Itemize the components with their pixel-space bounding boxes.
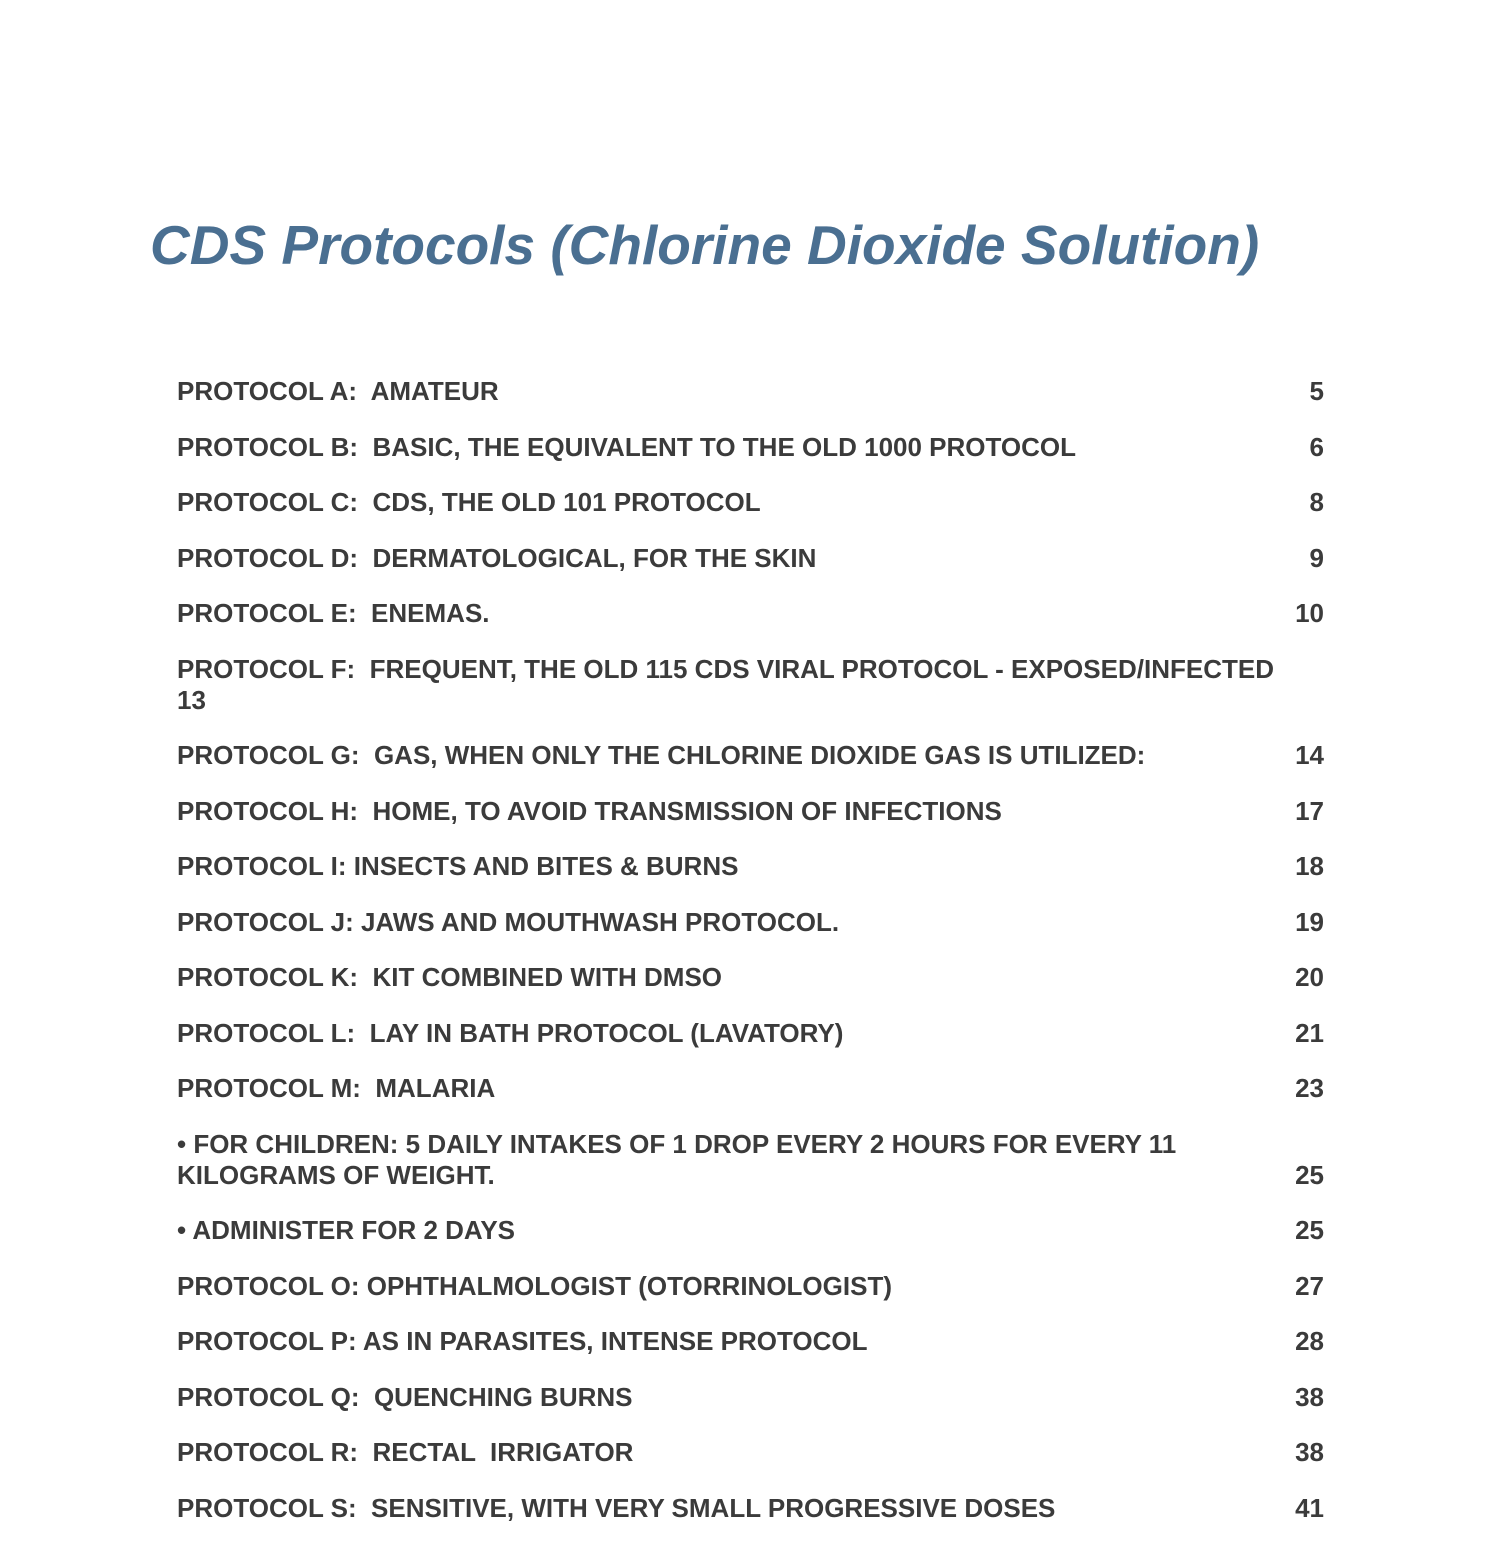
toc-entry-page-number: 21 (1295, 1017, 1324, 1048)
toc-entry-text: PROTOCOL H: HOME, TO AVOID TRANSMISSION OF INFECTIONS (177, 795, 1002, 826)
toc-entry-protocol-e[interactable] (177, 598, 1324, 629)
toc-entry-protocol-r[interactable] (177, 1437, 1324, 1468)
toc-entry-text: PROTOCOL Q: QUENCHING BURNS (177, 1381, 633, 1412)
toc-entry-page-number: 27 (1295, 1270, 1324, 1301)
toc-entry-page-number: 14 (1295, 740, 1324, 770)
toc-entry-text: PROTOCOL G: GAS, WHEN ONLY THE CHLORINE DIOXIDE GAS IS UTILIZED: (177, 740, 1146, 770)
toc-entry-page-number: 41 (1295, 1492, 1324, 1523)
toc-entry-page-number: 17 (1295, 795, 1324, 826)
toc-entry-text: PROTOCOL P: AS IN PARASITES, INTENSE PROTOCOL (177, 1326, 868, 1356)
toc-entry-protocol-s[interactable] (177, 1493, 1324, 1524)
toc-entry-text: PROTOCOL I: INSECTS AND BITES & BURNS (177, 851, 739, 881)
toc-entry-protocol-h[interactable] (177, 796, 1324, 827)
toc-entry-protocol-j[interactable] (177, 907, 1324, 938)
toc-entry-protocol-q[interactable] (177, 1382, 1324, 1413)
toc-entry-page-number: 38 (1295, 1381, 1324, 1412)
toc-entry-protocol-d[interactable] (177, 543, 1324, 574)
toc-entry-text: PROTOCOL A: AMATEUR (177, 376, 499, 406)
toc-entry-for-children[interactable] (177, 1129, 1324, 1191)
toc-entry-protocol-c[interactable] (177, 487, 1324, 518)
toc-entry-page-number: 19 (1295, 906, 1324, 937)
toc-entry-protocol-k[interactable] (177, 962, 1324, 993)
toc-entry-protocol-i[interactable] (177, 851, 1324, 882)
toc-entry-page-number: 20 (1295, 962, 1324, 992)
toc-entry-page-number: 9 (1309, 542, 1324, 573)
toc-entry-page-number: 5 (1309, 376, 1324, 406)
toc-entry-text: PROTOCOL D: DERMATOLOGICAL, FOR THE SKIN (177, 542, 817, 573)
toc-entry-page-number: 25 (1295, 1159, 1324, 1190)
toc-entry-text: PROTOCOL C: CDS, THE OLD 101 PROTOCOL (177, 487, 761, 517)
toc-entry-page-number: 13 (177, 684, 206, 715)
toc-entry-text: PROTOCOL M: MALARIA (177, 1073, 496, 1103)
toc-entry-administer-2-days[interactable] (177, 1215, 1324, 1246)
toc-entry-protocol-b[interactable] (177, 432, 1324, 463)
toc-entry-page-number: 25 (1295, 1215, 1324, 1245)
toc-entry-page-number: 38 (1295, 1437, 1324, 1467)
toc-entry-text: PROTOCOL K: KIT COMBINED WITH DMSO (177, 962, 723, 992)
toc-entry-page-number: 8 (1309, 487, 1324, 517)
toc-entry-page-number: 6 (1309, 431, 1324, 462)
toc-entry-text: PROTOCOL O: OPHTHALMOLOGIST (OTORRINOLOGIST) (177, 1270, 892, 1301)
toc-entry-protocol-o[interactable] (177, 1271, 1324, 1302)
toc-entry-protocol-p[interactable] (177, 1326, 1324, 1357)
toc-entry-protocol-l[interactable] (177, 1018, 1324, 1049)
toc-entry-protocol-m[interactable] (177, 1073, 1324, 1104)
table-of-contents (177, 376, 1324, 1548)
toc-entry-text: PROTOCOL E: ENEMAS. (177, 598, 490, 628)
toc-entry-text: PROTOCOL J: JAWS AND MOUTHWASH PROTOCOL. (177, 906, 840, 937)
document-title: CDS Protocols (Chlorine Dioxide Solution) (150, 214, 1260, 276)
toc-entry-text: • FOR CHILDREN: 5 DAILY INTAKES OF 1 DROP EVERY 2 HOURS FOR EVERY 11 KILOGRAMS OF WEIGHT. (177, 1128, 1184, 1190)
toc-entry-protocol-g[interactable] (177, 740, 1324, 771)
toc-entry-text: PROTOCOL L: LAY IN BATH PROTOCOL (LAVATORY) (177, 1017, 844, 1048)
toc-entry-page-number: 23 (1295, 1073, 1324, 1103)
toc-entry-protocol-a[interactable] (177, 376, 1324, 407)
toc-entry-page-number: 10 (1295, 598, 1324, 628)
toc-entry-page-number: 28 (1295, 1326, 1324, 1356)
toc-entry-text: PROTOCOL B: BASIC, THE EQUIVALENT TO THE OLD 1000 PROTOCOL (177, 431, 1077, 462)
toc-entry-text: • ADMINISTER FOR 2 DAYS (177, 1215, 515, 1245)
toc-entry-text: PROTOCOL R: RECTAL IRRIGATOR (177, 1437, 634, 1467)
toc-entry-text: PROTOCOL S: SENSITIVE, WITH VERY SMALL PROGRESSIVE DOSES (177, 1492, 1056, 1523)
toc-entry-text: PROTOCOL F: FREQUENT, THE OLD 115 CDS VIRAL PROTOCOL - EXPOSED/INFECTED (177, 653, 1274, 684)
toc-entry-page-number: 18 (1295, 851, 1324, 881)
toc-entry-protocol-f[interactable] (177, 654, 1324, 716)
